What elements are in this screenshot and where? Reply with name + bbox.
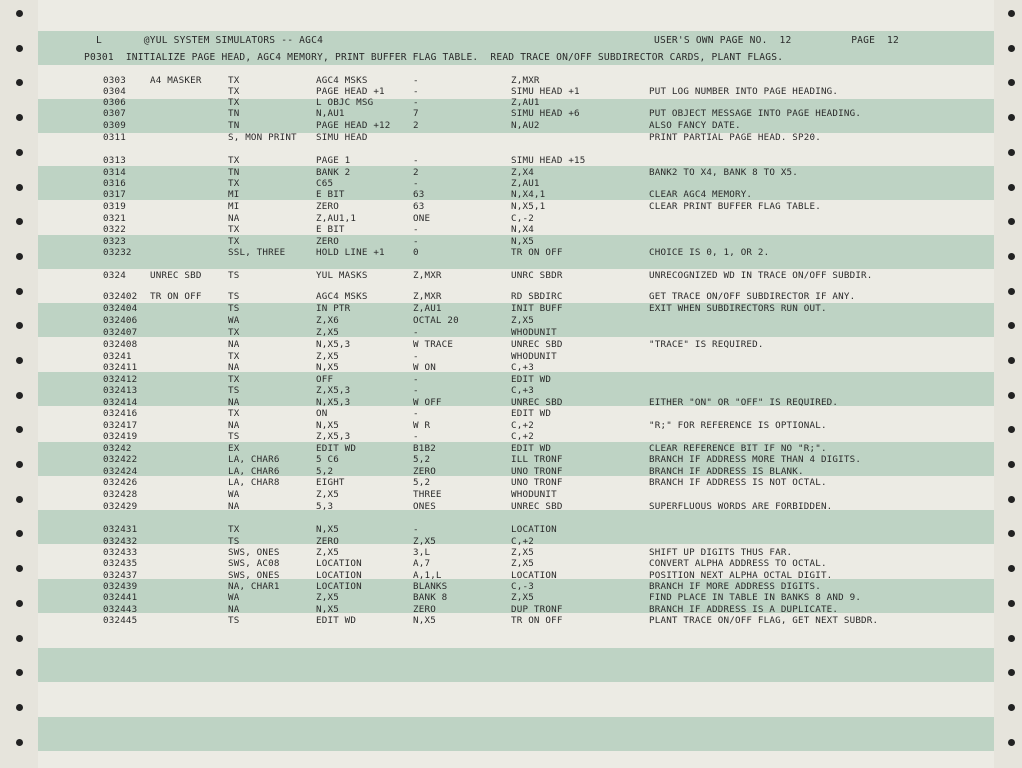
- operand-3-cell: SIMU HEAD +1: [511, 86, 580, 97]
- comment-cell: CONVERT ALPHA ADDRESS TO OCTAL.: [649, 558, 827, 569]
- operand-cell: Z,AU1,1: [316, 213, 357, 224]
- operand-2-cell: -: [413, 178, 419, 189]
- operand-2-cell: -: [413, 374, 419, 385]
- operand-cell: SIMU HEAD: [316, 132, 368, 143]
- op-code-cell: TX: [228, 224, 240, 235]
- op-code-cell: TX: [228, 86, 240, 97]
- op-code-cell: TX: [228, 236, 240, 247]
- operand-3-cell: LOCATION: [511, 524, 557, 535]
- tractor-hole: [16, 565, 23, 572]
- op-code-cell: TX: [228, 178, 240, 189]
- op-code-cell: TX: [228, 97, 240, 108]
- op-code-cell: TS: [228, 291, 240, 302]
- greenbar-band: [38, 648, 994, 682]
- location-label-cell: TR ON OFF: [150, 291, 202, 302]
- comment-cell: BRANCH IF ADDRESS IS A DUPLICATE.: [649, 604, 839, 615]
- greenbar-band: [38, 717, 994, 751]
- operand-2-cell: Z,MXR: [413, 291, 442, 302]
- op-code-cell: TS: [228, 536, 240, 547]
- tractor-hole: [16, 669, 23, 676]
- operand-cell: 5,2: [316, 466, 334, 477]
- comment-cell: CLEAR PRINT BUFFER FLAG TABLE.: [649, 201, 821, 212]
- tractor-hole: [1008, 496, 1015, 503]
- op-code-cell: LA, CHAR6: [228, 466, 280, 477]
- operand-3-cell: ILL TRONF: [511, 454, 563, 465]
- operand-2-cell: BLANKS: [413, 581, 448, 592]
- line-number-cell: 0303: [103, 75, 126, 86]
- tractor-hole: [16, 218, 23, 225]
- op-code-cell: TS: [228, 270, 240, 281]
- operand-cell: N,X5,3: [316, 339, 351, 350]
- tractor-hole: [1008, 322, 1015, 329]
- operand-cell: AGC4 MSKS: [316, 291, 368, 302]
- tractor-hole: [16, 10, 23, 17]
- op-code-cell: SWS, AC08: [228, 558, 280, 569]
- operand-3-cell: N,X4,1: [511, 189, 546, 200]
- op-code-cell: TS: [228, 615, 240, 626]
- operand-3-cell: UNO TRONF: [511, 466, 563, 477]
- op-code-cell: TN: [228, 108, 240, 119]
- operand-2-cell: -: [413, 408, 419, 419]
- operand-2-cell: 5,2: [413, 477, 431, 488]
- operand-3-cell: N,X5,1: [511, 201, 546, 212]
- operand-3-cell: SIMU HEAD +15: [511, 155, 586, 166]
- line-number-cell: 0324: [103, 270, 126, 281]
- tractor-hole: [16, 114, 23, 121]
- operand-3-cell: UNRC SBDR: [511, 270, 563, 281]
- operand-3-cell: Z,AU1: [511, 97, 540, 108]
- tractor-hole: [1008, 600, 1015, 607]
- comment-cell: SHIFT UP DIGITS THUS FAR.: [649, 547, 793, 558]
- line-number-cell: 0314: [103, 167, 126, 178]
- tractor-hole: [16, 184, 23, 191]
- line-number-cell: 03242: [103, 443, 132, 454]
- comment-cell: BRANCH IF MORE ADDRESS DIGITS.: [649, 581, 821, 592]
- header-title-left: L @YUL SYSTEM SIMULATORS -- AGC4: [96, 35, 324, 46]
- operand-cell: N,X5: [316, 362, 339, 373]
- operand-3-cell: C,+3: [511, 385, 534, 396]
- line-number-cell: 0313: [103, 155, 126, 166]
- tractor-hole: [16, 357, 23, 364]
- operand-2-cell: W TRACE: [413, 339, 454, 350]
- op-code-cell: WA: [228, 315, 240, 326]
- operand-cell: Z,X5: [316, 592, 339, 603]
- op-code-cell: SWS, ONES: [228, 547, 280, 558]
- operand-3-cell: C,+2: [511, 536, 534, 547]
- operand-3-cell: WHODUNIT: [511, 489, 557, 500]
- operand-cell: ZERO: [316, 201, 339, 212]
- line-number-cell: 0317: [103, 189, 126, 200]
- operand-3-cell: Z,AU1: [511, 178, 540, 189]
- operand-2-cell: -: [413, 524, 419, 535]
- op-code-cell: MI: [228, 189, 240, 200]
- operand-3-cell: Z,X5: [511, 315, 534, 326]
- comment-cell: "R;" FOR REFERENCE IS OPTIONAL.: [649, 420, 827, 431]
- operand-2-cell: A,7: [413, 558, 431, 569]
- tractor-hole: [16, 496, 23, 503]
- operand-cell: LOCATION: [316, 581, 362, 592]
- operand-cell: N,X5: [316, 420, 339, 431]
- operand-2-cell: 5,2: [413, 454, 431, 465]
- operand-3-cell: UNO TRONF: [511, 477, 563, 488]
- tractor-hole: [1008, 184, 1015, 191]
- line-number-cell: 032411: [103, 362, 138, 373]
- op-code-cell: NA, CHAR1: [228, 581, 280, 592]
- comment-cell: PLANT TRACE ON/OFF FLAG, GET NEXT SUBDR.: [649, 615, 879, 626]
- operand-cell: YUL MASKS: [316, 270, 368, 281]
- operand-3-cell: Z,X5: [511, 558, 534, 569]
- operand-3-cell: TR ON OFF: [511, 615, 563, 626]
- tractor-hole: [16, 253, 23, 260]
- op-code-cell: EX: [228, 443, 240, 454]
- operand-3-cell: Z,X5: [511, 547, 534, 558]
- operand-3-cell: UNREC SBD: [511, 501, 563, 512]
- operand-3-cell: Z,MXR: [511, 75, 540, 86]
- tractor-hole: [1008, 218, 1015, 225]
- line-number-cell: 032437: [103, 570, 138, 581]
- operand-3-cell: Z,X4: [511, 167, 534, 178]
- line-number-cell: 0322: [103, 224, 126, 235]
- operand-3-cell: SIMU HEAD +6: [511, 108, 580, 119]
- operand-3-cell: WHODUNIT: [511, 327, 557, 338]
- operand-cell: N,X5: [316, 604, 339, 615]
- operand-2-cell: ONES: [413, 501, 436, 512]
- operand-2-cell: N,X5: [413, 615, 436, 626]
- line-number-cell: 032412: [103, 374, 138, 385]
- operand-2-cell: W ON: [413, 362, 436, 373]
- operand-2-cell: -: [413, 327, 419, 338]
- operand-cell: OFF: [316, 374, 334, 385]
- line-number-cell: 0304: [103, 86, 126, 97]
- operand-2-cell: A,1,L: [413, 570, 442, 581]
- operand-2-cell: -: [413, 224, 419, 235]
- op-code-cell: TX: [228, 374, 240, 385]
- operand-2-cell: -: [413, 86, 419, 97]
- operand-2-cell: Z,X5: [413, 536, 436, 547]
- line-number-cell: 032407: [103, 327, 138, 338]
- line-number-cell: 032428: [103, 489, 138, 500]
- comment-cell: CHOICE IS 0, 1, OR 2.: [649, 247, 770, 258]
- operand-3-cell: C,-2: [511, 213, 534, 224]
- op-code-cell: NA: [228, 213, 240, 224]
- op-code-cell: WA: [228, 592, 240, 603]
- comment-cell: PRINT PARTIAL PAGE HEAD. SP20.: [649, 132, 821, 143]
- operand-cell: ON: [316, 408, 328, 419]
- operand-3-cell: N,X4: [511, 224, 534, 235]
- operand-cell: PAGE 1: [316, 155, 351, 166]
- comment-cell: EITHER "ON" OR "OFF" IS REQUIRED.: [649, 397, 839, 408]
- operand-2-cell: 7: [413, 108, 419, 119]
- tractor-hole: [16, 461, 23, 468]
- operand-3-cell: RD SBDIRC: [511, 291, 563, 302]
- comment-cell: CLEAR AGC4 MEMORY.: [649, 189, 753, 200]
- tractor-hole: [16, 79, 23, 86]
- comment-cell: EXIT WHEN SUBDIRECTORS RUN OUT.: [649, 303, 827, 314]
- line-number-cell: 032429: [103, 501, 138, 512]
- op-code-cell: TX: [228, 524, 240, 535]
- op-code-cell: NA: [228, 604, 240, 615]
- line-number-cell: 032408: [103, 339, 138, 350]
- operand-cell: L OBJC MSG: [316, 97, 374, 108]
- operand-cell: PAGE HEAD +12: [316, 120, 391, 131]
- operand-3-cell: EDIT WD: [511, 443, 552, 454]
- operand-cell: N,X5,3: [316, 397, 351, 408]
- operand-cell: LOCATION: [316, 558, 362, 569]
- line-number-cell: 0321: [103, 213, 126, 224]
- operand-cell: E BIT: [316, 189, 345, 200]
- operand-cell: 5 C6: [316, 454, 339, 465]
- operand-3-cell: C,-3: [511, 581, 534, 592]
- op-code-cell: TS: [228, 431, 240, 442]
- operand-2-cell: BANK 8: [413, 592, 448, 603]
- operand-2-cell: W OFF: [413, 397, 442, 408]
- line-number-cell: 032406: [103, 315, 138, 326]
- tractor-hole: [1008, 739, 1015, 746]
- operand-3-cell: EDIT WD: [511, 408, 552, 419]
- op-code-cell: TN: [228, 120, 240, 131]
- op-code-cell: WA: [228, 489, 240, 500]
- line-number-cell: 032414: [103, 397, 138, 408]
- operand-2-cell: -: [413, 431, 419, 442]
- tractor-hole: [16, 704, 23, 711]
- line-number-cell: 0306: [103, 97, 126, 108]
- operand-3-cell: INIT BUFF: [511, 303, 563, 314]
- op-code-cell: SSL, THREE: [228, 247, 286, 258]
- op-code-cell: TN: [228, 167, 240, 178]
- tractor-hole: [1008, 45, 1015, 52]
- tractor-hole: [1008, 635, 1015, 642]
- line-number-cell: 032441: [103, 592, 138, 603]
- operand-2-cell: -: [413, 351, 419, 362]
- operand-3-cell: LOCATION: [511, 570, 557, 581]
- comment-cell: BRANCH IF ADDRESS IS BLANK.: [649, 466, 804, 477]
- op-code-cell: NA: [228, 420, 240, 431]
- operand-3-cell: Z,X5: [511, 592, 534, 603]
- line-number-cell: 0319: [103, 201, 126, 212]
- operand-2-cell: 2: [413, 167, 419, 178]
- operand-cell: HOLD LINE +1: [316, 247, 385, 258]
- line-number-cell: 032443: [103, 604, 138, 615]
- operand-cell: Z,X5: [316, 351, 339, 362]
- operand-cell: Z,X5: [316, 489, 339, 500]
- operand-3-cell: DUP TRONF: [511, 604, 563, 615]
- op-code-cell: NA: [228, 362, 240, 373]
- header-subtitle: P0301 INITIALIZE PAGE HEAD, AGC4 MEMORY, PRINT BUFFER FLAG TABLE. READ TRACE ON/OFF SUBDIRECTOR CARDS, PLANT FLAGS.: [84, 52, 784, 63]
- op-code-cell: TX: [228, 327, 240, 338]
- line-number-cell: 032417: [103, 420, 138, 431]
- op-code-cell: TS: [228, 303, 240, 314]
- line-number-cell: 032402: [103, 291, 138, 302]
- op-code-cell: TX: [228, 155, 240, 166]
- line-number-cell: 032432: [103, 536, 138, 547]
- tractor-hole: [1008, 288, 1015, 295]
- operand-cell: E BIT: [316, 224, 345, 235]
- line-number-cell: 0309: [103, 120, 126, 131]
- operand-cell: ZERO: [316, 536, 339, 547]
- operand-2-cell: -: [413, 385, 419, 396]
- tractor-hole: [16, 392, 23, 399]
- tractor-hole: [1008, 565, 1015, 572]
- operand-cell: EDIT WD: [316, 615, 357, 626]
- operand-cell: ZERO: [316, 236, 339, 247]
- line-number-cell: 0311: [103, 132, 126, 143]
- comment-cell: "TRACE" IS REQUIRED.: [649, 339, 764, 350]
- comment-cell: PUT OBJECT MESSAGE INTO PAGE HEADING.: [649, 108, 862, 119]
- operand-2-cell: 3,L: [413, 547, 431, 558]
- line-number-cell: 032435: [103, 558, 138, 569]
- operand-3-cell: N,X5: [511, 236, 534, 247]
- comment-cell: BRANCH IF ADDRESS IS NOT OCTAL.: [649, 477, 827, 488]
- operand-3-cell: WHODUNIT: [511, 351, 557, 362]
- op-code-cell: NA: [228, 501, 240, 512]
- operand-2-cell: 63: [413, 189, 425, 200]
- operand-cell: 5,3: [316, 501, 334, 512]
- operand-3-cell: C,+2: [511, 431, 534, 442]
- operand-cell: Z,X6: [316, 315, 339, 326]
- tractor-hole: [16, 45, 23, 52]
- operand-2-cell: ONE: [413, 213, 431, 224]
- comment-cell: PUT LOG NUMBER INTO PAGE HEADING.: [649, 86, 839, 97]
- location-label-cell: A4 MASKER: [150, 75, 202, 86]
- line-number-cell: 032426: [103, 477, 138, 488]
- tractor-hole: [16, 322, 23, 329]
- location-label-cell: UNREC SBD: [150, 270, 202, 281]
- tractor-hole: [16, 149, 23, 156]
- operand-2-cell: -: [413, 75, 419, 86]
- tractor-hole: [1008, 149, 1015, 156]
- line-number-cell: 032424: [103, 466, 138, 477]
- op-code-cell: SWS, ONES: [228, 570, 280, 581]
- header-title-right: USER'S OWN PAGE NO. 12 PAGE 12: [654, 35, 900, 46]
- tractor-hole: [1008, 79, 1015, 86]
- line-number-cell: 032413: [103, 385, 138, 396]
- operand-cell: BANK 2: [316, 167, 351, 178]
- op-code-cell: TX: [228, 351, 240, 362]
- line-number-cell: 032422: [103, 454, 138, 465]
- operand-3-cell: TR ON OFF: [511, 247, 563, 258]
- operand-3-cell: C,+2: [511, 420, 534, 431]
- op-code-cell: TX: [228, 408, 240, 419]
- operand-2-cell: 63: [413, 201, 425, 212]
- line-number-cell: 032439: [103, 581, 138, 592]
- line-number-cell: 0323: [103, 236, 126, 247]
- operand-3-cell: C,+3: [511, 362, 534, 373]
- comment-cell: POSITION NEXT ALPHA OCTAL DIGIT.: [649, 570, 833, 581]
- op-code-cell: S, MON PRINT: [228, 132, 297, 143]
- operand-2-cell: 2: [413, 120, 419, 131]
- operand-2-cell: Z,MXR: [413, 270, 442, 281]
- tractor-hole: [1008, 426, 1015, 433]
- operand-cell: EDIT WD: [316, 443, 357, 454]
- tractor-hole: [16, 426, 23, 433]
- operand-3-cell: EDIT WD: [511, 374, 552, 385]
- op-code-cell: NA: [228, 397, 240, 408]
- op-code-cell: LA, CHAR6: [228, 454, 280, 465]
- operand-2-cell: ZERO: [413, 604, 436, 615]
- operand-3-cell: N,AU2: [511, 120, 540, 131]
- line-number-cell: 03232: [103, 247, 132, 258]
- tractor-hole: [1008, 392, 1015, 399]
- op-code-cell: TS: [228, 385, 240, 396]
- line-number-cell: 032416: [103, 408, 138, 419]
- operand-2-cell: -: [413, 155, 419, 166]
- operand-cell: Z,X5,3: [316, 385, 351, 396]
- tractor-hole: [1008, 357, 1015, 364]
- tractor-hole: [1008, 114, 1015, 121]
- tractor-hole: [16, 530, 23, 537]
- operand-2-cell: OCTAL 20: [413, 315, 459, 326]
- tractor-hole: [16, 635, 23, 642]
- operand-cell: Z,X5,3: [316, 431, 351, 442]
- comment-cell: CLEAR REFERENCE BIT IF NO "R;".: [649, 443, 827, 454]
- line-number-cell: 032433: [103, 547, 138, 558]
- operand-2-cell: -: [413, 97, 419, 108]
- tractor-hole: [1008, 253, 1015, 260]
- operand-cell: Z,X5: [316, 327, 339, 338]
- op-code-cell: MI: [228, 201, 240, 212]
- operand-3-cell: UNREC SBD: [511, 397, 563, 408]
- tractor-hole: [16, 600, 23, 607]
- operand-cell: AGC4 MSKS: [316, 75, 368, 86]
- tractor-hole: [1008, 704, 1015, 711]
- line-number-cell: 032404: [103, 303, 138, 314]
- operand-2-cell: Z,AU1: [413, 303, 442, 314]
- operand-2-cell: B1B2: [413, 443, 436, 454]
- operand-2-cell: -: [413, 236, 419, 247]
- operand-cell: LOCATION: [316, 570, 362, 581]
- operand-cell: N,AU1: [316, 108, 345, 119]
- operand-cell: EIGHT: [316, 477, 345, 488]
- op-code-cell: LA, CHAR8: [228, 477, 280, 488]
- operand-2-cell: THREE: [413, 489, 442, 500]
- operand-2-cell: 0: [413, 247, 419, 258]
- comment-cell: BANK2 TO X4, BANK 8 TO X5.: [649, 167, 799, 178]
- comment-cell: FIND PLACE IN TABLE IN BANKS 8 AND 9.: [649, 592, 862, 603]
- tractor-hole: [16, 288, 23, 295]
- comment-cell: UNRECOGNIZED WD IN TRACE ON/OFF SUBDIR.: [649, 270, 873, 281]
- comment-cell: ALSO FANCY DATE.: [649, 120, 741, 131]
- tractor-hole: [1008, 461, 1015, 468]
- comment-cell: SUPERFLUOUS WORDS ARE FORBIDDEN.: [649, 501, 833, 512]
- line-number-cell: 03241: [103, 351, 132, 362]
- operand-cell: C65: [316, 178, 334, 189]
- comment-cell: GET TRACE ON/OFF SUBDIRECTOR IF ANY.: [649, 291, 856, 302]
- operand-cell: PAGE HEAD +1: [316, 86, 385, 97]
- line-number-cell: 032431: [103, 524, 138, 535]
- tractor-hole: [1008, 669, 1015, 676]
- operand-3-cell: UNREC SBD: [511, 339, 563, 350]
- line-number-cell: 0316: [103, 178, 126, 189]
- op-code-cell: TX: [228, 75, 240, 86]
- tractor-hole: [1008, 530, 1015, 537]
- op-code-cell: NA: [228, 339, 240, 350]
- line-number-cell: 0307: [103, 108, 126, 119]
- tractor-hole: [1008, 10, 1015, 17]
- operand-cell: Z,X5: [316, 547, 339, 558]
- comment-cell: BRANCH IF ADDRESS MORE THAN 4 DIGITS.: [649, 454, 862, 465]
- operand-2-cell: ZERO: [413, 466, 436, 477]
- operand-2-cell: W R: [413, 420, 431, 431]
- operand-cell: IN PTR: [316, 303, 351, 314]
- line-number-cell: 032419: [103, 431, 138, 442]
- operand-cell: N,X5: [316, 524, 339, 535]
- line-number-cell: 032445: [103, 615, 138, 626]
- tractor-hole: [16, 739, 23, 746]
